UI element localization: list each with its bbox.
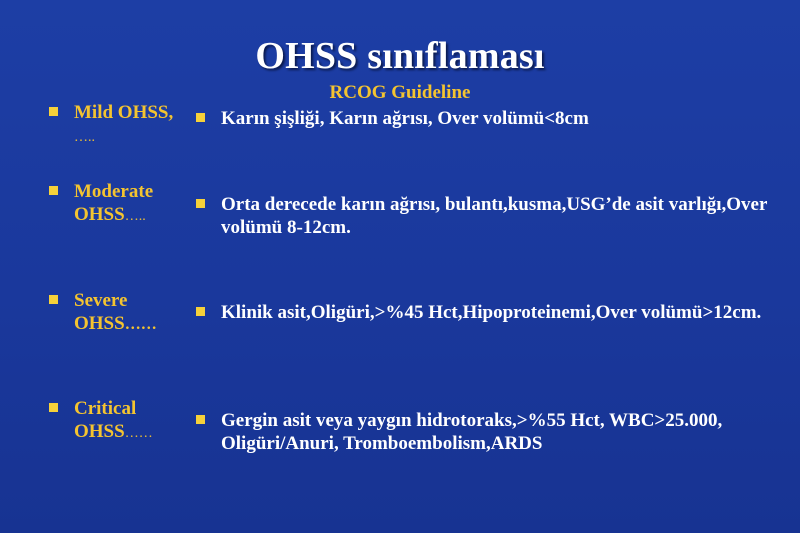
square-bullet-icon: [196, 199, 205, 208]
severity-label: [74, 101, 204, 149]
slide-subtitle: RCOG Guideline: [329, 82, 471, 103]
severity-label: [74, 289, 204, 336]
severity-label-dots: …..: [124, 209, 146, 224]
severity-label-text: Moderate: [74, 181, 154, 202]
severity-label-text-line2: OHSS: [74, 421, 125, 442]
severity-label: [74, 180, 204, 228]
severity-label-dots: ……: [124, 426, 153, 441]
severity-label-text: Severe: [74, 290, 128, 311]
severity-description: Orta derecede karın ağrısı, bulantı,kusma,USG’de asit varlığı,Over volümü 8-12cm.: [221, 194, 768, 238]
severity-label-text-line2: OHSS: [74, 313, 125, 334]
square-bullet-icon: [49, 403, 58, 412]
severity-description: Klinik asit,Oligüri,>%45 Hct,Hipoproteinemi,Over volümü>12cm.: [221, 302, 762, 323]
severity-label-dots: …..: [74, 130, 95, 145]
severity-description: Gergin asit veya yaygın hidrotoraks,>%55 Hct, WBC>25.000, Oligüri/Anuri, Tromboembolism,ARDS: [221, 410, 723, 454]
square-bullet-icon: [196, 307, 205, 316]
square-bullet-icon: [49, 295, 58, 304]
severity-description: Karın şişliği, Karın ağrısı, Over volümü<8cm: [221, 108, 589, 129]
square-bullet-icon: [49, 107, 58, 116]
severity-label: [74, 397, 204, 445]
severity-label-text: Mild OHSS,: [74, 102, 174, 123]
severity-label-dots: ……: [124, 316, 157, 333]
severity-label-text-line2: OHSS: [74, 204, 125, 225]
square-bullet-icon: [196, 113, 205, 122]
slide-title: OHSS sınıflaması: [255, 35, 545, 77]
square-bullet-icon: [49, 186, 58, 195]
square-bullet-icon: [196, 415, 205, 424]
severity-label-text: Critical: [74, 398, 137, 419]
